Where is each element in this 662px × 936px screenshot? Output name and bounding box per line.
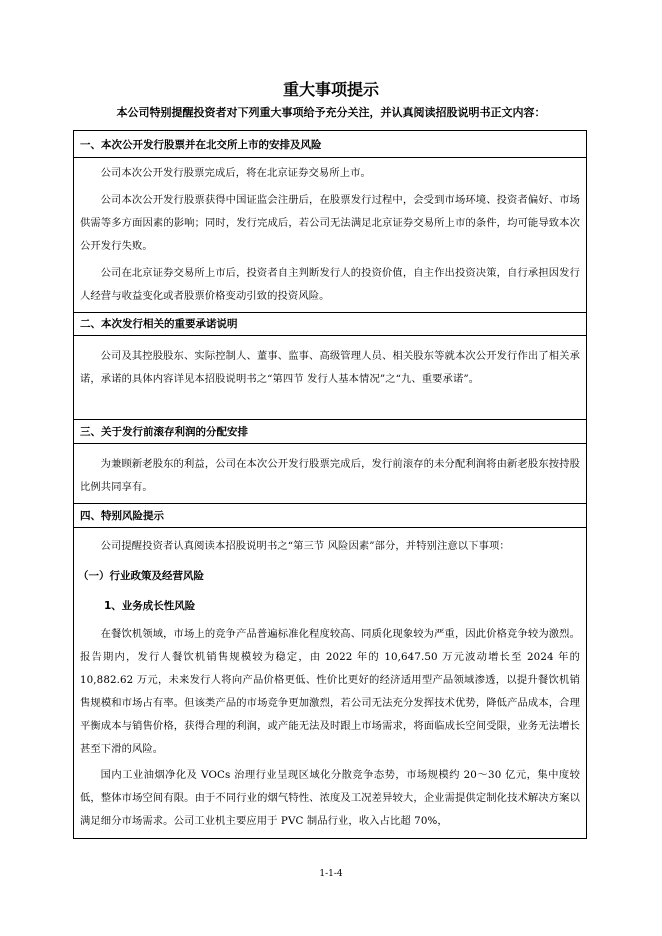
divider bbox=[74, 312, 586, 313]
subsection-heading: （一）行业政策及经营风险 bbox=[78, 570, 204, 582]
section-heading-1: 一、本次公开发行股票并在北交所上市的安排及风险 bbox=[80, 139, 322, 151]
section-heading-4: 四、特别风险提示 bbox=[80, 510, 164, 522]
divider bbox=[74, 503, 586, 504]
paragraph: 公司及其控股股东、实际控制人、董事、监事、高级管理人员、相关股东等就本次公开发行作出了相关承诺，承诺的具体内容详见本招股说明书之“第四节 发行人基本情况”之“九、重要承诺”。 bbox=[80, 350, 580, 385]
paragraph: 为兼顾新老股东的利益，公司在本次公开发行股票完成后，发行前滚存的未分配利润将由新老股东按持股比例共同享有。 bbox=[80, 458, 580, 493]
section-heading-2: 二、本次发行相关的重要承诺说明 bbox=[80, 318, 238, 330]
divider bbox=[74, 419, 586, 420]
divider bbox=[74, 443, 586, 444]
paragraph: 国内工业油烟净化及 VOCs 治理行业呈现区域化分散竞争态势，市场规模约 20～30 亿元，集中度较低，整体市场空间有限。由于不同行业的烟气特性、浓度及工况差异较大，企业需提供定制化技术解决方案以满足细分市场需求。公司工业机主要应用于 PVC 制品行业，收入占比超 70%， bbox=[80, 769, 580, 827]
paragraph: 在餐饮机领域，市场上的竞争产品普遍标准化程度较高、同质化现象较为严重，因此价格竞争较为激烈。报告期内，发行人餐饮机销售规模较为稳定，由 2022 年的 10,647.50 万元波动增长至 2024 年的 10,882.62 万元，未来发行人将向产品价格更低、性价比更好的经济适用型产品领域渗透，以提升餐饮机销售规模和市场占有率。但该类产品的市场竞争更加激烈，若公司无法充分发挥技术优势，降低产品成本，合理平衡成本与销售价格，获得合理的利润，或产能无法及时跟上市场需求，将面临成长空间受限，业务无法增长甚至下滑的风险。 bbox=[80, 628, 580, 755]
section-heading-3: 三、关于发行前滚存利润的分配安排 bbox=[80, 426, 248, 438]
divider bbox=[74, 335, 586, 336]
paragraph: 公司本次公开发行股票获得中国证监会注册后，在股票发行过程中，会受到市场环境、投资者偏好、市场供需等多方面因素的影响；同时，发行完成后，若公司无法满足北京证券交易所上市的条件，均可能导致本次公开发行失败。 bbox=[80, 194, 580, 252]
page-number: 1-1-4 bbox=[319, 869, 343, 879]
divider bbox=[74, 157, 586, 158]
important-matters-box bbox=[73, 130, 587, 839]
divider bbox=[74, 527, 586, 528]
notice-text: 本公司特别提醒投资者对下列重大事项给予充分关注，并认真阅读招股说明书正文内容： bbox=[116, 106, 546, 119]
page-title: 重大事项提示 bbox=[282, 80, 379, 99]
item-heading: 1、业务成长性风险 bbox=[104, 600, 196, 612]
paragraph: 公司在北京证券交易所上市后，投资者自主判断发行人的投资价值，自主作出投资决策，自行承担因发行人经营与收益变化或者股票价格变动引致的投资风险。 bbox=[80, 267, 580, 302]
paragraph: 公司本次公开发行股票完成后，将在北京证券交易所上市。 bbox=[100, 167, 371, 179]
paragraph: 公司提醒投资者认真阅读本招股说明书之“第三节 风险因素”部分，并特别注意以下事项： bbox=[100, 540, 510, 552]
